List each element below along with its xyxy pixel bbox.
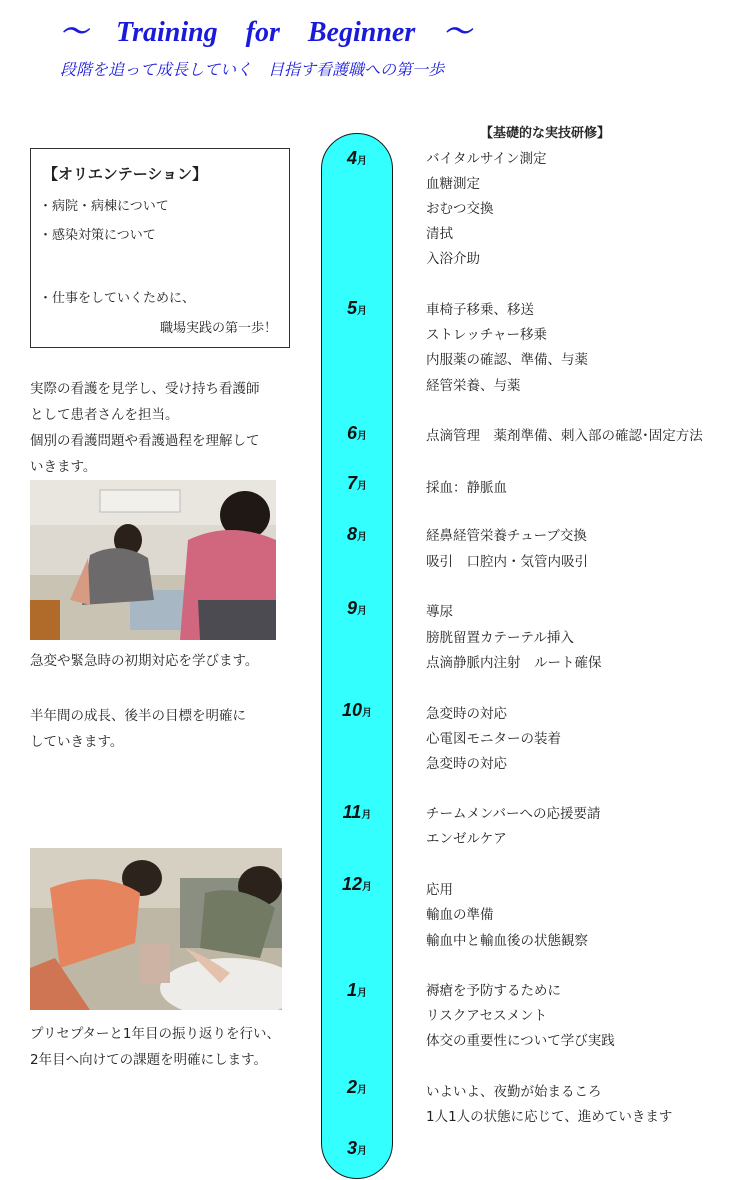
training-item: 点滴静脈内注射 ルート確保: [426, 655, 602, 671]
month-label: [321, 473, 393, 494]
month-suffix: 月: [357, 431, 367, 442]
month-number: 9: [346, 598, 357, 618]
training-item: 経管栄養、与薬: [426, 378, 521, 394]
month-label: [321, 423, 393, 444]
orientation-line: ・感染対策について: [39, 228, 156, 243]
month-suffix: 月: [357, 156, 367, 167]
training-item: バイタルサイン測定: [426, 151, 547, 167]
month-label: [321, 874, 393, 895]
training-item: 吸引 口腔内・気管内吸引: [426, 554, 588, 570]
month-number: 7: [346, 473, 357, 493]
month-number: 12: [341, 874, 363, 894]
training-item: 1人1人の状態に応じて、進めていきます: [426, 1109, 673, 1125]
page-subtitle: 段階を追って成長していく 目指す看護職への第一歩: [60, 60, 445, 79]
timeline-bar: [321, 133, 393, 1179]
training-item: 車椅子移乗、移送: [426, 302, 534, 318]
training-item: 点滴管理 薬剤準備、刺入部の確認･固定方法: [426, 428, 703, 444]
half-year-text: 半年間の成長、後半の目標を明確に していきます。: [30, 708, 246, 750]
month-number: 2: [346, 1077, 357, 1097]
month-number: 11: [342, 802, 362, 822]
training-item: 経鼻経管栄養チューブ交換: [426, 528, 587, 544]
training-item: 輸血の準備: [426, 907, 494, 923]
training-item: 膀胱留置カテーテル挿入: [426, 630, 574, 646]
orientation-title: 【オリエンテーション】: [43, 165, 208, 183]
month-number: 3: [346, 1138, 357, 1158]
month-number: 5: [346, 298, 357, 318]
training-item: 入浴介助: [426, 251, 480, 267]
month-number: 4: [346, 148, 357, 168]
month-number: 10: [341, 700, 363, 720]
training-item: おむつ交換: [426, 201, 494, 217]
practice-text: 実際の看護を見学し、受け持ち看護師 として患者さんを担当。 個別の看護問題や看護過程を理解して いきます。: [30, 381, 260, 475]
training-item: 導尿: [426, 604, 453, 620]
month-suffix: 月: [361, 810, 372, 821]
month-label: [321, 148, 393, 169]
month-number: 1: [346, 980, 357, 1000]
training-item: 心電図モニターの装着: [426, 731, 561, 747]
training-item: エンゼルケア: [426, 831, 507, 847]
training-item: 急変時の対応: [426, 706, 507, 722]
training-item: 輸血中と輸血後の状態観察: [426, 933, 588, 949]
training-item: 血糖測定: [426, 176, 480, 192]
training-item: いよいよ、夜勤が始まるころ: [426, 1084, 602, 1100]
month-suffix: 月: [362, 882, 373, 893]
orientation-line: ・病院・病棟について: [39, 199, 169, 214]
month-number: 8: [346, 524, 357, 544]
training-item: 内服薬の確認、準備、与薬: [426, 352, 588, 368]
nursing-photo-1: [30, 480, 276, 640]
training-item: 清拭: [426, 226, 453, 242]
month-label: [321, 1138, 393, 1159]
page-title: ～ Training for Beginner ～: [60, 17, 472, 48]
month-label: [321, 1077, 393, 1098]
month-label: [321, 598, 393, 619]
month-label: [321, 700, 393, 721]
training-item: 急変時の対応: [426, 756, 507, 772]
training-item: 体交の重要性について学び実践: [426, 1033, 615, 1049]
training-item: ストレッチャー移乗: [426, 327, 547, 343]
emergency-text: 急変や緊急時の初期対応を学びます。: [30, 653, 259, 669]
month-suffix: 月: [357, 481, 367, 492]
training-item: 褥瘡を予防するために: [426, 983, 561, 999]
orientation-line: ・仕事をしていくために、: [39, 291, 196, 306]
orientation-box: [30, 148, 290, 348]
month-suffix: 月: [357, 306, 367, 317]
month-label: [321, 980, 393, 1001]
month-suffix: 月: [362, 708, 373, 719]
month-number: 6: [346, 423, 357, 443]
month-suffix: 月: [357, 606, 367, 617]
orientation-closing: 職場実践の第一歩！: [159, 321, 277, 336]
training-item: チームメンバーへの応援要請: [426, 806, 601, 822]
training-item: 応用: [426, 882, 453, 898]
month-label: [321, 298, 393, 319]
nursing-photo-2: [30, 848, 282, 1010]
month-suffix: 月: [357, 1146, 367, 1157]
training-item: リスクアセスメント: [426, 1008, 548, 1024]
preceptor-text: プリセプターと1年目の振り返りを行い、 2年目へ向けての課題を明確にします。: [30, 1026, 280, 1068]
month-label: [321, 802, 393, 823]
training-item: 採血：静脈血: [426, 480, 507, 496]
practical-training-heading: 【基礎的な実技研修】: [480, 126, 611, 141]
month-suffix: 月: [357, 988, 367, 999]
month-suffix: 月: [357, 1085, 367, 1096]
month-label: [321, 524, 393, 545]
month-suffix: 月: [357, 532, 367, 543]
